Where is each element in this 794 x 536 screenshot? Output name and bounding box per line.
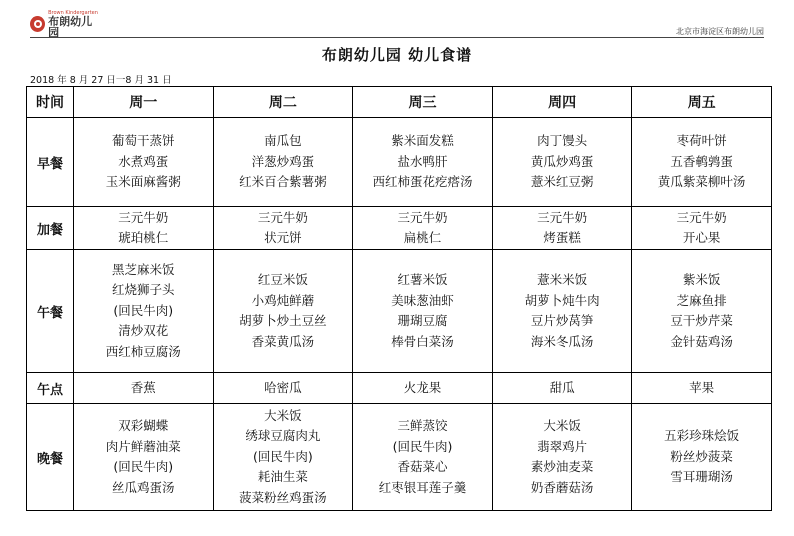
- dish: 香菇菜心: [397, 459, 448, 474]
- logo-name: 布朗幼儿园: [48, 14, 93, 39]
- dish: 葡萄干蒸饼: [112, 133, 175, 149]
- menu-cell: [492, 250, 632, 373]
- dish: 玉米面麻酱粥: [105, 174, 181, 190]
- menu-cell: [353, 404, 493, 511]
- page-title: 布朗幼儿园 幼儿食谱: [321, 46, 473, 64]
- dish: 肉丁馒头: [537, 133, 588, 149]
- meal-label: 早餐: [27, 118, 74, 207]
- weekly-menu-table: [26, 86, 772, 511]
- dish: 紫米面发糕: [391, 133, 454, 149]
- dish: 红豆米饭: [257, 272, 308, 287]
- dish: 薏米红豆粥: [530, 174, 594, 190]
- dish: 海米冬瓜汤: [530, 333, 594, 349]
- day-header-mon: 周一: [74, 87, 214, 118]
- dish: 清炒双花: [118, 323, 169, 339]
- dish: 耗油生菜: [257, 469, 308, 485]
- dish: 黑芝麻米饭: [112, 261, 175, 277]
- dish: 小鸡炖鲜蘑: [251, 292, 315, 308]
- dish: 洋葱炒鸡蛋: [251, 153, 315, 169]
- table-row-dinner: [27, 404, 772, 511]
- meal-label: 午餐: [27, 250, 74, 373]
- dish: 甜瓜: [549, 379, 575, 395]
- dish: 三鲜蒸饺: [397, 418, 448, 433]
- table-header-row: [27, 87, 772, 118]
- logo-english-text: Brown Kindergarten: [48, 9, 98, 16]
- dish: (回民牛肉): [113, 302, 174, 318]
- dish: 香蕉: [130, 379, 156, 395]
- dish: 肉片鲜蘑油菜: [105, 438, 181, 454]
- dish: 盐水鸭肝: [397, 153, 448, 169]
- dish: 苹果: [689, 379, 715, 395]
- menu-cell: [632, 404, 772, 511]
- dish: 素炒油麦菜: [530, 459, 594, 474]
- meal-label: 加餐: [27, 207, 74, 250]
- dish: 豆片炒莴笋: [530, 313, 594, 328]
- menu-cell: [74, 404, 214, 511]
- dish: 三元牛奶: [118, 209, 169, 225]
- day-header-thu: 周四: [492, 87, 632, 118]
- dish: 开心果: [682, 230, 721, 245]
- menu-cell: [632, 250, 772, 373]
- day-header-tue: 周二: [213, 87, 353, 118]
- table-row-lunch: [27, 250, 772, 373]
- table-row-breakfast: [27, 118, 772, 207]
- menu-cell: [632, 118, 772, 207]
- logo-icon: [30, 16, 45, 32]
- kindergarten-logo: [30, 9, 100, 39]
- dish: 黄瓜炒鸡蛋: [530, 153, 594, 169]
- dish: 丝瓜鸡蛋汤: [112, 479, 175, 495]
- dish: 芝麻鱼排: [676, 292, 727, 308]
- dish: 胡萝卜炖牛肉: [524, 292, 600, 308]
- dish: 双彩蝴蝶: [118, 418, 169, 433]
- dish: 三元牛奶: [257, 209, 308, 225]
- menu-cell: [213, 250, 353, 373]
- dish: 水煮鸡蛋: [118, 153, 169, 169]
- dish: 五彩珍珠烩饭: [664, 428, 740, 444]
- table-row-afternoon-snack: [27, 373, 772, 404]
- menu-cell: [492, 207, 632, 250]
- meal-label: 午点: [27, 373, 74, 404]
- corner-header: 时间: [27, 87, 74, 118]
- dish: 扁桃仁: [403, 230, 442, 245]
- menu-cell: [632, 373, 772, 404]
- menu-cell: [213, 404, 353, 511]
- dish: 枣荷叶饼: [676, 133, 727, 149]
- dish: (回民牛肉): [392, 438, 453, 454]
- day-header-wed: 周三: [353, 87, 493, 118]
- menu-cell: [492, 118, 632, 207]
- location-text: 北京市海淀区布朗幼儿园: [676, 27, 764, 36]
- dish: 五香鹌鹑蛋: [670, 153, 733, 169]
- menu-cell: [632, 207, 772, 250]
- dish: 雪耳珊瑚汤: [670, 469, 733, 485]
- dish: 西红柿蛋花疙瘩汤: [372, 174, 473, 190]
- menu-cell: [74, 207, 214, 250]
- dish: 美味葱油虾: [391, 292, 454, 308]
- dish: 琥珀桃仁: [118, 230, 169, 245]
- day-header-fri: 周五: [632, 87, 772, 118]
- dish: (回民牛肉): [253, 448, 313, 464]
- date-range: 2018 年 8 月 27 日一8 月 31 日: [30, 75, 172, 86]
- menu-cell: [492, 373, 632, 404]
- table-row-snack: [27, 207, 772, 250]
- dish: 粉丝炒菠菜: [670, 448, 733, 464]
- dish: 红薯米饭: [397, 272, 448, 287]
- dish: 红枣银耳莲子羹: [378, 479, 467, 495]
- dish: 黄瓜紫菜柳叶汤: [657, 174, 746, 190]
- menu-cell: [353, 207, 493, 250]
- dish: 翡翠鸡片: [537, 438, 588, 454]
- dish: 菠菜粉丝鸡蛋汤: [239, 489, 327, 505]
- menu-cell: [492, 404, 632, 511]
- dish: 绣球豆腐肉丸: [245, 428, 321, 444]
- dish: 西红柿豆腐汤: [105, 343, 181, 359]
- dish: 紫米饭: [682, 272, 721, 287]
- dish: 烤蛋糕: [543, 230, 581, 245]
- menu-cell: [74, 118, 214, 207]
- menu-cell: [353, 373, 493, 404]
- dish: 哈密瓜: [264, 379, 302, 395]
- dish: 豆干炒芹菜: [670, 313, 733, 328]
- dish: 薏米米饭: [537, 272, 588, 287]
- menu-cell: [74, 373, 214, 404]
- dish: (回民牛肉): [113, 459, 174, 474]
- dish: 棒骨白菜汤: [391, 333, 454, 349]
- menu-cell: [213, 373, 353, 404]
- menu-cell: [353, 118, 493, 207]
- dish: 状元饼: [264, 230, 302, 245]
- dish: 三元牛奶: [676, 209, 727, 225]
- dish: 红烧狮子头: [112, 282, 175, 298]
- menu-cell: [213, 118, 353, 207]
- dish: 红米百合紫薯粥: [239, 174, 327, 190]
- dish: 火龙果: [403, 379, 442, 395]
- dish: 大米饭: [264, 407, 302, 423]
- menu-cell: [74, 250, 214, 373]
- dish: 三元牛奶: [397, 209, 448, 225]
- dish: 珊瑚豆腐: [397, 313, 448, 328]
- meal-label: 晚餐: [27, 404, 74, 511]
- header-divider: [30, 37, 764, 38]
- dish: 胡萝卜炒土豆丝: [239, 313, 327, 328]
- dish: 金针菇鸡汤: [670, 333, 733, 349]
- dish: 香菜黄瓜汤: [251, 333, 315, 349]
- dish: 三元牛奶: [537, 209, 588, 225]
- dish: 奶香蘑菇汤: [530, 479, 594, 495]
- dish: 大米饭: [543, 418, 581, 433]
- menu-cell: [353, 250, 493, 373]
- menu-cell: [213, 207, 353, 250]
- dish: 南瓜包: [264, 133, 302, 149]
